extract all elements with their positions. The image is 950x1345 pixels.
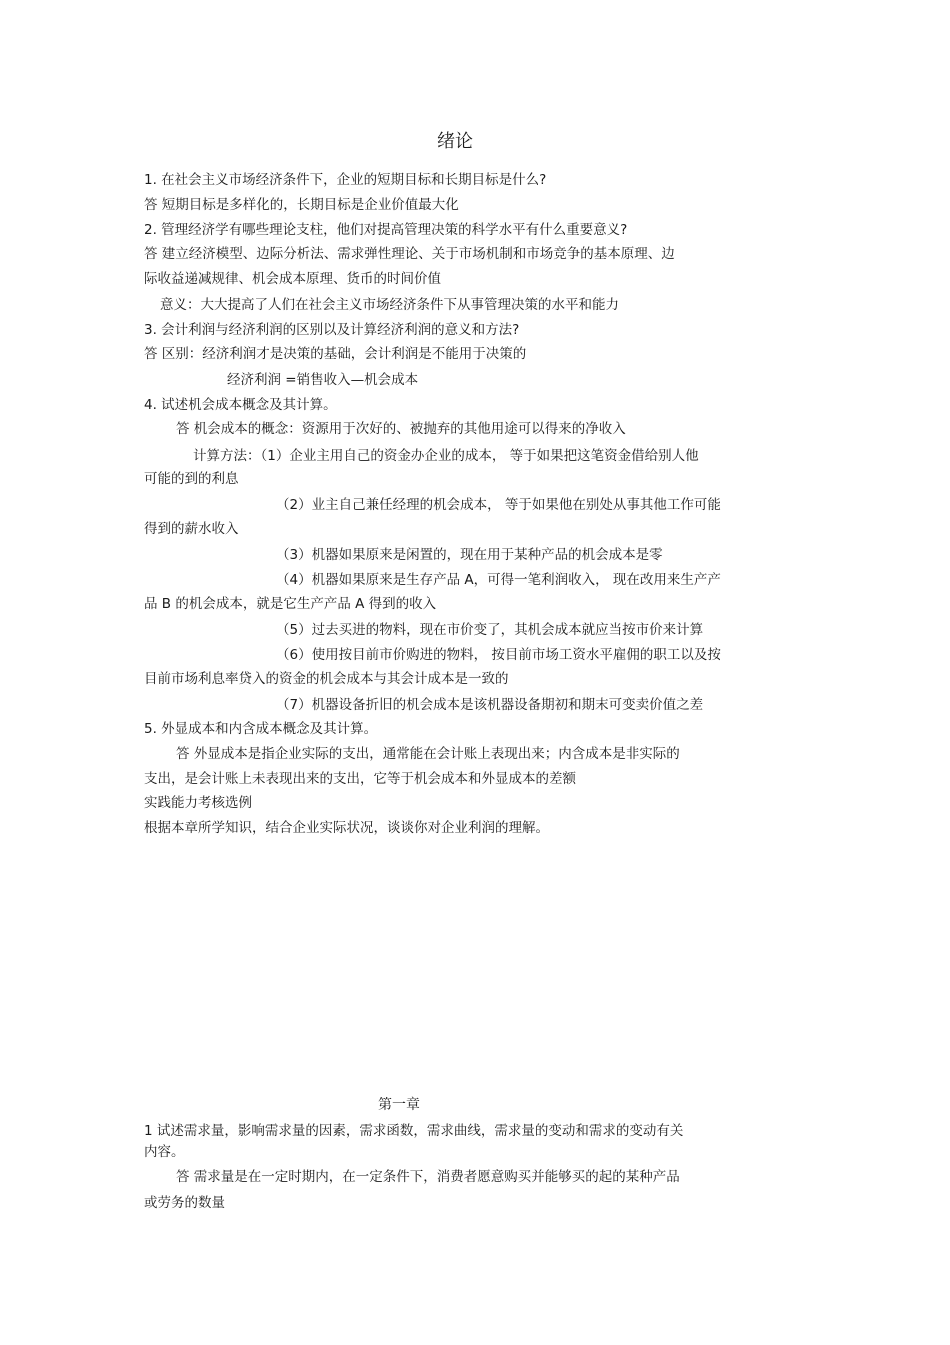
answer-line: （5）过去买进的物料，现在市价变了，其机会成本就应当按市价来计算 bbox=[276, 622, 704, 638]
answer-line: 或劳务的数量 bbox=[144, 1195, 225, 1211]
question-line: 3. 会计利润与经济利润的区别以及计算经济利润的意义和方法? bbox=[144, 322, 520, 338]
answer-line: （6）使用按目前市价购进的物料， 按目前市场工资水平雇佣的职工以及按 bbox=[276, 647, 721, 663]
page-title: 绪论 bbox=[437, 131, 473, 152]
exercise-line: 根据本章所学知识，结合企业实际状况，谈谈你对企业利润的理解。 bbox=[144, 820, 549, 836]
answer-line: 答 区别：经济利润才是决策的基础，会计利润是不能用于决策的 bbox=[144, 346, 527, 362]
answer-line: （2）业主自己兼任经理的机会成本， 等于如果他在别处从事其他工作可能 bbox=[276, 497, 721, 513]
chapter-title: 第一章 bbox=[378, 1097, 420, 1113]
answer-line: 意义：大大提高了人们在社会主义市场经济条件下从事管理决策的水平和能力 bbox=[160, 297, 619, 313]
answer-line: （4）机器如果原来是生存产品 A，可得一笔利润收入， 现在改用来生产产 bbox=[276, 572, 721, 588]
answer-line: 际收益递减规律、机会成本原理、货币的时间价值 bbox=[144, 271, 441, 287]
answer-line: 品 B 的机会成本，就是它生产产品 A 得到的收入 bbox=[144, 596, 437, 612]
answer-line: （3）机器如果原来是闲置的，现在用于某种产品的机会成本是零 bbox=[276, 547, 663, 563]
section-heading: 实践能力考核选例 bbox=[144, 795, 252, 811]
answer-line: 答 机会成本的概念：资源用于次好的、被抛弃的其他用途可以得来的净收入 bbox=[176, 421, 626, 437]
question-line: 1 试述需求量，影响需求量的因素，需求函数，需求曲线，需求量的变动和需求的变动有关 bbox=[144, 1123, 684, 1139]
answer-line: 计算方法：（1）企业主用自己的资金办企业的成本， 等于如果把这笔资金借给别人他 bbox=[193, 448, 699, 464]
answer-line: 支出，是会计账上未表现出来的支出，它等于机会成本和外显成本的差额 bbox=[144, 771, 576, 787]
question-line: 内容。 bbox=[144, 1144, 185, 1160]
formula-line: 经济利润 =销售收入—机会成本 bbox=[227, 372, 419, 388]
question-line: 5. 外显成本和内含成本概念及其计算。 bbox=[144, 721, 378, 737]
answer-line: 目前市场利息率贷入的资金的机会成本与其会计成本是一致的 bbox=[144, 671, 509, 687]
answer-line: （7）机器设备折旧的机会成本是该机器设备期初和期末可变卖价值之差 bbox=[276, 697, 704, 713]
question-line: 4. 试述机会成本概念及其计算。 bbox=[144, 397, 337, 413]
answer-line: 答 外显成本是指企业实际的支出，通常能在会计账上表现出来；内含成本是非实际的 bbox=[176, 746, 680, 762]
answer-line: 得到的薪水收入 bbox=[144, 521, 239, 537]
answer-line: 答 建立经济模型、边际分析法、需求弹性理论、关于市场机制和市场竞争的基本原理、边 bbox=[144, 246, 675, 262]
answer-line: 可能的到的利息 bbox=[144, 471, 239, 487]
question-line: 1. 在社会主义市场经济条件下，企业的短期目标和长期目标是什么? bbox=[144, 172, 547, 188]
question-line: 2. 管理经济学有哪些理论支柱，他们对提高管理决策的科学水平有什么重要意义? bbox=[144, 222, 628, 238]
answer-line: 答 短期目标是多样化的，长期目标是企业价值最大化 bbox=[144, 197, 459, 213]
answer-line: 答 需求量是在一定时期内，在一定条件下，消费者愿意购买并能够买的起的某种产品 bbox=[176, 1169, 680, 1185]
